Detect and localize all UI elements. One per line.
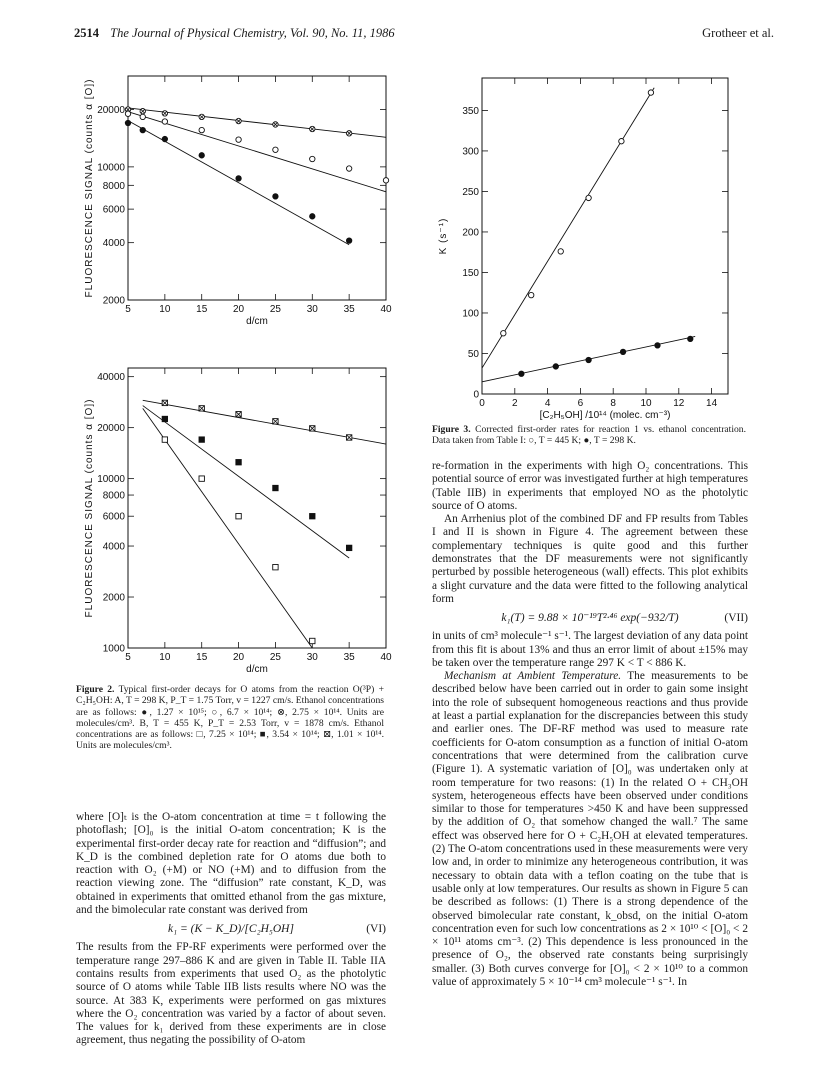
x-tick-label: 35 <box>343 652 355 663</box>
data-point <box>346 545 351 550</box>
data-point <box>558 249 563 254</box>
data-point <box>236 460 241 465</box>
y-tick-label: 40000 <box>97 372 125 384</box>
data-point <box>346 131 351 136</box>
data-point <box>310 426 315 431</box>
figure-2-label: Figure 2. <box>76 684 115 695</box>
data-point <box>346 435 351 440</box>
x-tick-label: 8 <box>610 398 616 409</box>
y-tick-label: 2000 <box>102 592 125 604</box>
figure-2b-chart <box>70 340 390 680</box>
x-tick-label: 5 <box>125 652 131 663</box>
x-tick-label: 4 <box>544 398 551 409</box>
figure-3-label: Figure 3. <box>432 424 471 435</box>
data-point <box>140 114 145 119</box>
y-tick-label: 10000 <box>97 162 125 174</box>
figure-2a-chart <box>70 58 390 328</box>
x-tick-label: 25 <box>269 652 281 663</box>
y-tick-label: 150 <box>462 267 479 279</box>
data-point <box>273 194 278 199</box>
y-tick-label: 50 <box>467 348 479 360</box>
data-point <box>383 178 388 183</box>
paragraph-text: The measurements to be described below have been carried out in order to gain some insight into the role of subsequent homogeneous reactions and thus provide at least a partial explanation for the discrepancies between this study and earlier ones. The DF-RF method was used to measure rate coefficients for O-atom consumption as a function of initial O-atom concentrations that were determined from the calibration curve (Figure 1). A systematic variation of [O]₀ was undertaken only at room temperature for two reasons: (1) In the related O + CH₃OH system, heterogeneous effects have been observed under conditions similar to those for temperatures >450 K and have been suppressed by the addition of O₂ that somehow changed the wall.⁷ The same effect was observed here for O + C₂H₅OH at elevated temperatures. (2) The O-atom concentrations used in these measurements were very low and, in order to minimize any heterogeneous contribution, it was necessary to obtain data with a teflon coating on the tube that is usable only at low temperatures. Our results as shown in Figure 5 can be described as follows: (1) There is a strong dependence of the observed bimolecular rate constant, k_obsd, on the initial O-atom concentration even for such low concentrations as 2 × 10¹⁰ < [O]₀ < 2 × 10¹¹ atoms cm⁻³. (2) This dependence is less pronounced in the presence of O₂, the observed rate constants being surprisingly smaller. (3) Both curves converge for [O]₀ < 2 × 10¹⁰ to a common value of approximately 5 × 10⁻¹⁴ cm³ molecule⁻¹ s⁻¹. In <box>432 670 748 988</box>
data-point <box>140 127 145 132</box>
figure-3-caption-text: Corrected first-order rates for reaction 1 vs. ethanol concentration. Data taken from Table I: ○, T = 445 K; ●, T = 298 K. <box>432 424 746 447</box>
data-point <box>619 139 624 144</box>
y-tick-label: 2000 <box>102 295 125 307</box>
data-point <box>162 136 167 141</box>
data-point <box>273 485 278 490</box>
paragraph: The results from the FP-RF experiments were performed over the temperature range 297–886 K and are given in Table II. Table IIA contains results from experiments that used O₂ as the photolytic source of O atoms while Table IIB lists results where NO was the source. At 383 K, experiments were performed on gas mixtures where the O₂ concentration was varied by a factor of about seven. The values for k₁ derived from these experiments are in close agreement, thus negating the possibility of O-atom <box>76 941 386 1047</box>
x-tick-label: 10 <box>159 304 171 315</box>
figure-3-chart <box>432 58 742 421</box>
paragraph: An Arrhenius plot of the combined DF and FP results from Tables I and II is shown in Figure 4. The agreement between these complementary techniques is quite good and this further demonstrates that the DF measurements were not significantly perturbed by possible heterogeneous (wall) effects. This plot exhibits a slight curvature and the data were fitted to the following analytical form <box>432 513 748 605</box>
y-tick-label: 300 <box>462 146 479 158</box>
x-tick-label: 0 <box>479 398 485 409</box>
data-point <box>529 292 534 297</box>
plot-frame <box>128 76 386 300</box>
page-header <box>74 26 774 46</box>
x-tick-label: 30 <box>306 652 318 663</box>
equation-vii <box>432 609 748 627</box>
data-point <box>519 371 524 376</box>
equation-vii-body: k₁(T) = 9.88 × 10⁻¹⁹T²·⁴⁶ exp(−932/T) <box>501 612 679 625</box>
data-point <box>125 111 130 116</box>
figure-3-caption <box>432 424 746 447</box>
x-tick-label: 30 <box>306 304 318 315</box>
data-point <box>346 238 351 243</box>
plot-frame <box>482 78 728 394</box>
data-point <box>648 90 653 95</box>
equation-vii-number: (VII) <box>724 612 748 625</box>
x-tick-label: 12 <box>673 398 685 409</box>
x-tick-label: 35 <box>343 304 355 315</box>
figure-2-caption <box>76 684 384 752</box>
data-point <box>501 331 506 336</box>
y-tick-label: 4000 <box>102 238 125 250</box>
y-tick-label: 8000 <box>102 180 125 192</box>
data-point <box>310 214 315 219</box>
data-point <box>199 437 204 442</box>
data-point <box>199 114 204 119</box>
x-tick-label: 15 <box>196 304 208 315</box>
data-point <box>140 109 145 114</box>
y-axis-label: K (s⁻¹) <box>438 217 449 255</box>
y-tick-label: 0 <box>473 389 479 401</box>
data-point <box>162 437 167 442</box>
data-point <box>273 147 278 152</box>
data-point <box>199 406 204 411</box>
data-point <box>688 336 693 341</box>
x-tick-label: 2 <box>512 398 518 409</box>
right-text-column <box>432 460 748 989</box>
data-point <box>310 514 315 519</box>
data-point <box>236 118 241 123</box>
data-point <box>310 156 315 161</box>
x-tick-label: 10 <box>640 398 652 409</box>
data-point <box>273 122 278 127</box>
x-tick-label: 20 <box>233 304 245 315</box>
data-point <box>236 514 241 519</box>
data-point <box>236 412 241 417</box>
x-tick-label: 40 <box>380 304 392 315</box>
data-point <box>162 400 167 405</box>
paragraph <box>432 670 748 989</box>
y-axis-label: FLUORESCENCE SIGNAL (counts α [O]) <box>84 78 95 298</box>
y-tick-label: 250 <box>462 186 479 198</box>
fit-line <box>482 88 654 368</box>
x-tick-label: 5 <box>125 304 131 315</box>
page-number: 2514 <box>74 26 99 40</box>
y-tick-label: 20000 <box>97 105 125 117</box>
figure-2-caption-text: Typical first-order decays for O atoms from the reaction O(³P) + C₂H₅OH: A, T = 298 K, P_T = 1.75 Torr, v = 1227 cm/s. Ethanol concentrations are as follows: ●, 1.27 × 10¹⁵; ○, 6.7 × 10¹⁴; ⊗, 2.75 × 10¹⁴. Units are molecules/cm³. B, T = 455 K, P_T = 2.53 Torr, v = 1878 cm/s. Ethanol concentrations are as follows: □, 7.25 × 10¹⁴; ■, 3.54 × 10¹⁴; ⊠, 1.01 × 10¹⁴. Units are molecules/cm³. <box>76 684 384 752</box>
y-tick-label: 200 <box>462 227 479 239</box>
x-tick-label: 20 <box>233 652 245 663</box>
data-point <box>236 176 241 181</box>
data-point <box>162 119 167 124</box>
equation-vi-body: k₁ = (K − K_D)/[C₂H₅OH] <box>168 923 294 936</box>
data-point <box>310 126 315 131</box>
running-authors: Grotheer et al. <box>702 26 774 40</box>
journal-title: The Journal of Physical Chemistry, Vol. 90, No. 11, 1986 <box>110 26 395 40</box>
data-point <box>346 166 351 171</box>
plot-frame <box>128 368 386 648</box>
y-tick-label: 6000 <box>102 204 125 216</box>
data-point <box>273 564 278 569</box>
section-heading: Mechanism at Ambient Temperature. <box>444 670 622 683</box>
y-tick-label: 1000 <box>102 643 125 655</box>
fit-line <box>143 408 313 648</box>
data-point <box>586 357 591 362</box>
data-point <box>273 419 278 424</box>
data-point <box>655 343 660 348</box>
data-point <box>310 638 315 643</box>
fit-line <box>143 406 349 558</box>
equation-vi <box>76 920 386 938</box>
data-point <box>125 120 130 125</box>
left-text-column <box>76 811 386 1048</box>
y-tick-label: 350 <box>462 105 479 117</box>
y-tick-label: 6000 <box>102 511 125 523</box>
data-point <box>586 195 591 200</box>
data-point <box>236 137 241 142</box>
x-axis-label: d/cm <box>246 664 268 675</box>
data-point <box>199 476 204 481</box>
data-point <box>199 153 204 158</box>
data-point <box>620 349 625 354</box>
y-axis-label: FLUORESCENCE SIGNAL (counts α [O]) <box>84 398 95 618</box>
x-tick-label: 40 <box>380 652 392 663</box>
x-axis-label: d/cm <box>246 316 268 327</box>
data-point <box>553 364 558 369</box>
data-point <box>199 127 204 132</box>
data-point <box>162 416 167 421</box>
x-tick-label: 10 <box>159 652 171 663</box>
x-tick-label: 15 <box>196 652 208 663</box>
y-tick-label: 20000 <box>97 423 125 435</box>
data-point <box>162 111 167 116</box>
paragraph: in units of cm³ molecule⁻¹ s⁻¹. The largest deviation of any data point from this fit is about 13% and thus an error limit of about ±15% may be taken over the temperature range 297 K < T < 886 K. <box>432 630 748 669</box>
equation-vi-number: (VI) <box>366 923 386 936</box>
paragraph: where [O]ₜ is the O-atom concentration at time = t following the photoflash; [O]₀ is the initial O-atom concentration; K is the experimental first-order decay rate for reaction and “diffusion”; and K_D is the combined depletion rate for O atoms due both to reaction with O₂ (+M) or NO (+M) and to diffusion from the reaction viewing zone. The “diffusion” rate constant, K_D, was obtained in experiments that omitted ethanol from the gas mixture, and the bimolecular rate constant was derived from <box>76 811 386 917</box>
x-axis-label: [C₂H₅OH] /10¹⁴ (molec. cm⁻³) <box>539 410 671 421</box>
y-tick-label: 100 <box>462 308 479 320</box>
x-tick-label: 6 <box>577 398 584 409</box>
x-tick-label: 14 <box>706 398 718 409</box>
y-tick-label: 4000 <box>102 541 125 553</box>
y-tick-label: 10000 <box>97 474 125 486</box>
x-tick-label: 25 <box>269 304 281 315</box>
paragraph: re-formation in the experiments with high O₂ concentrations. This potential source of error was investigated further at high temperatures (Table IIB) in experiments that employed NO as the photolytic source of O atoms. <box>432 460 748 512</box>
y-tick-label: 8000 <box>102 490 125 502</box>
